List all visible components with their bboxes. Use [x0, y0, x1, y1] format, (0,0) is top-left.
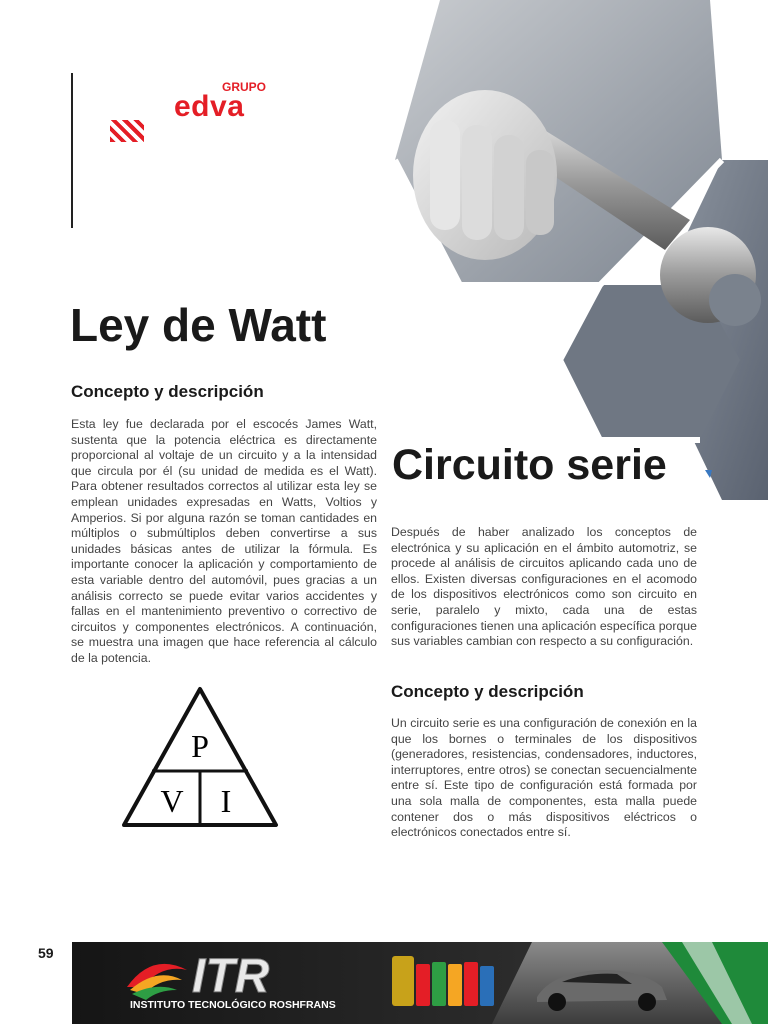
header-divider-line — [71, 73, 73, 228]
triangle-right-letter: I — [220, 783, 232, 819]
triangle-top-letter: P — [191, 728, 209, 764]
itr-brand-text: ITR — [192, 950, 270, 1003]
page-number: 59 — [38, 945, 54, 961]
serie-body: Un circuito serie es una configuración de conexión en la que los bornes o terminales de los dispositivos (generadores, resistencias, condensadores, inductores, interruptores, entre otros) se conectan secuencialmente entre sí. Este tipo de configuración está formada por una sola malla de componentes, esta malla puede contener dos o más dispositivos eléctricos o electrónicos conectados entre sí. — [391, 716, 697, 840]
serie-subtitle: Concepto y descripción — [391, 682, 584, 701]
serie-title: Circuito serie — [392, 441, 667, 489]
watt-body: Esta ley fue declarada por el escocés James Watt, sustenta que la potencia eléctrica es directamente proporcional al voltaje de un circuito y a la intensidad que circula por él (su unidad de medida es el Watt). Para obtener resultados correctos al utilizar esta ley se emplean unidades expresadas en Watts, Voltios y Amperios. Si por alguna razón se toman cantidades en múltiplos o submúltiplos deben convertirse a sus unidades básicas antes de utilizar la fórmula. Es importante conocer la aplicación y comportamiento de esta variable dentro del automóvil, pues gracias a un análisis correcto se puede evitar varios accidentes y fallas en el mantenimiento preventivo o correctivo de circuitos y componentes electrónicos. A continuación, se muestra una imagen que hace referencia al cálculo de la potencia. — [71, 417, 377, 665]
itr-tagline-text: INSTITUTO TECNOLÓGICO ROSHFRANS — [130, 999, 336, 1011]
watt-triangle-diagram — [120, 685, 280, 830]
itr-banner — [72, 942, 768, 1024]
triangle-left-letter: V — [160, 783, 184, 819]
edva-logo — [110, 78, 280, 148]
watt-title: Ley de Watt — [70, 299, 327, 351]
serie-intro: Después de haber analizado los conceptos de electrónica y su aplicación en el ámbito automotriz, se procede al análisis de circuitos aplicando cada uno de ellos. Existen diversas configuraciones en el acomodo de los dispositivos electrónicos como son circuito en serie, paralelo y mixto, cada una de estas configuraciones tienen una aplicación específica porque sus variables cambian con respecto a su configuración. — [391, 525, 697, 649]
logo-name-text: edva — [174, 90, 245, 123]
watt-subtitle: Concepto y descripción — [71, 382, 264, 401]
glove-image — [413, 90, 557, 260]
logo-group-text: GRUPO — [222, 80, 267, 94]
checkered-flag-icon — [110, 120, 144, 142]
